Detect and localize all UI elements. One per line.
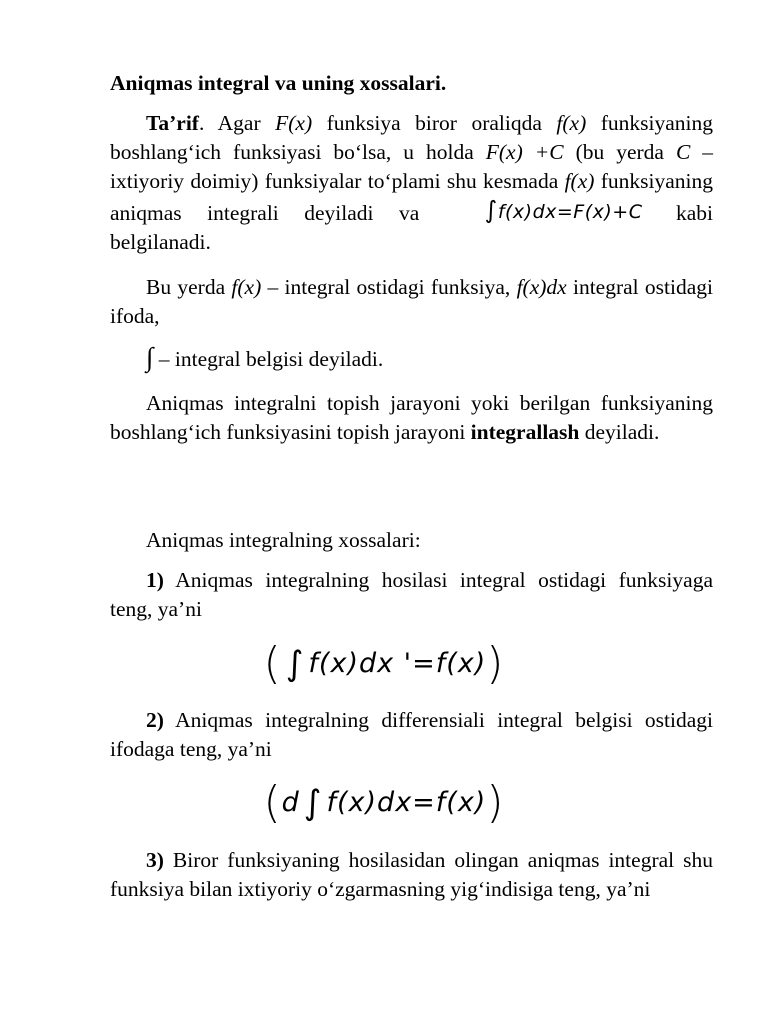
text-run: – integral ostidagi funksiya, [261,275,517,299]
math-Fx: F(x) [275,111,313,135]
text-run: funksiyaning boshlang‘ich funksiyasi bo‘lsa, u holda [110,111,713,164]
text-run: deyiladi. [579,420,660,444]
text-run: funksiya biror oraliqda [312,111,557,135]
inline-integral-formula [449,196,643,227]
math-fx: f(x) [564,169,595,193]
text-run: – integral belgisi deyiladi. [153,347,384,371]
text-run: Aniqmas integralning hosilasi integral ostidagi funksiyaga teng, ya’ni [110,568,713,621]
definition-paragraph [110,109,713,257]
integral-sign-icon: ∫ [303,783,323,823]
property-3 [110,846,713,904]
here-paragraph [110,273,713,331]
text-run: kabi belgilanadi. [110,201,713,254]
property-number: 3) [146,848,164,872]
text-run: (bu yerda [563,140,676,164]
formula-body: f(x)dx=f(x) [326,787,487,818]
text-run: integral ostidagi ifoda, [110,275,714,328]
integral-sign-paragraph [110,343,713,374]
text-run: Aniqmas integralning differensiali integral belgisi ostidagi ifodaga teng, ya’ni [110,708,713,761]
property-2-formula [0,777,768,828]
math-fxdx: f(x)dx [516,275,567,299]
integral-sign-icon: ∫ [285,644,305,684]
bold-term: integrallash [470,420,580,444]
property-1 [110,566,713,624]
math-fx: f(x) [231,275,262,299]
process-paragraph [110,389,713,447]
left-paren: ( [263,777,282,828]
formula-body: f(x)dx=F(x)+C [497,201,643,223]
math-fx: f(x) [556,111,587,135]
math-constant: +C [522,140,564,164]
right-paren: ) [486,777,505,828]
math-constant: C [675,140,691,164]
text-run: Bu yerda [146,275,232,299]
integral-sign-icon: ∫ [146,342,154,372]
integral-sign-icon: ∫ [484,196,498,224]
section-title: Aniqmas integral va uning xossalari. [110,71,447,95]
differential-d: d [281,787,300,818]
text-run: – ixtiyoriy doimiy) funksiyalar to‘plami shu kesmada [110,140,714,193]
right-paren: ) [486,638,505,689]
text-run: Biror funksiyaning hosilasidan olingan aniqmas integral shu funksiya bilan ixtiyoriy o‘zgarmasning yig‘indisiga teng, ya’ni [110,848,713,901]
text-run: funksiyaning aniqmas integrali deyiladi va [110,169,713,225]
property-1-formula [0,638,768,689]
property-2 [110,706,713,764]
left-paren: ( [263,638,282,689]
definition-label: Ta’rif [146,111,199,135]
formula-body: f(x)dx '=f(x) [308,648,487,679]
math-Fx: F(x) [485,140,523,164]
text-run: . Agar [198,111,276,135]
property-number: 2) [146,708,164,732]
text-run: Aniqmas integralni topish jarayoni yoki berilgan funksiyaning boshlang‘ich funksiyasini topish jarayoni [110,391,713,444]
property-number: 1) [146,568,164,592]
properties-heading: Aniqmas integralning xossalari: [146,528,421,552]
